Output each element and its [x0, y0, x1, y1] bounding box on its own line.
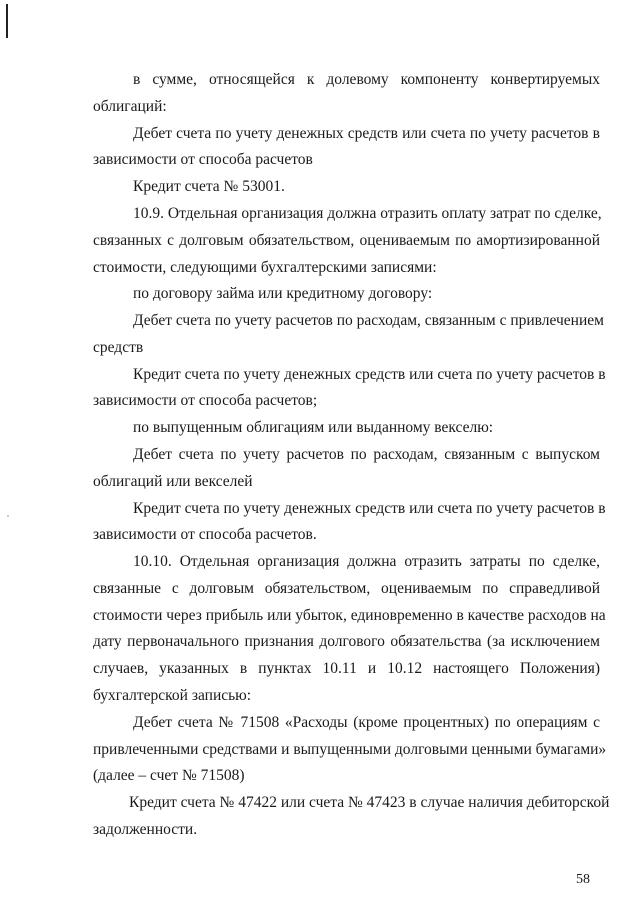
text-line: 10.10. Отдельная организация должна отразить затраты по сделке,	[133, 553, 600, 570]
text-line: задолженности.	[93, 821, 198, 838]
text-line: бухгалтерской записью:	[93, 687, 252, 704]
text-line: средств	[93, 339, 144, 356]
text-line: зависимости от способа расчетов;	[93, 392, 318, 409]
text-line: Дебет счета по учету расчетов по расходам, связанным с привлечением	[133, 312, 604, 329]
text-line: 10.9. Отдельная организация должна отразить оплату затрат по сделке,	[133, 205, 602, 222]
text-line: по выпущенным облигациям или выданному векселю:	[133, 419, 494, 436]
text-line: облигаций или векселей	[93, 473, 253, 490]
text-line: случаев, указанных в пунктах 10.11 и 10.12 настоящего Положения)	[93, 660, 600, 677]
text-line: Кредит счета по учету денежных средств или счета по учету расчетов в	[133, 366, 606, 383]
text-line: связанных с долговым обязательством, оцениваемым по амортизированной	[93, 232, 600, 249]
text-line: по договору займа или кредитному договору:	[133, 285, 433, 302]
text-line: дату первоначального признания долгового обязательства (за исключением	[93, 633, 600, 650]
text-line: связанные с долговым обязательством, оцениваемым по справедливой	[93, 580, 600, 597]
text-line: стоимости, следующими бухгалтерскими записями:	[93, 259, 437, 276]
text-line: (далее – счет № 71508)	[93, 767, 245, 784]
page-number: 58	[576, 872, 590, 887]
text-line: Дебет счета по учету денежных средств или счета по учету расчетов в	[133, 125, 600, 142]
text-line: Кредит счета № 53001.	[133, 178, 285, 195]
text-line: Кредит счета по учету денежных средств или счета по учету расчетов в	[133, 500, 606, 517]
text-line: привлеченными средствами и выпущенными долговыми ценными бумагами»	[93, 741, 607, 758]
text-line: облигаций:	[93, 98, 167, 115]
text-line: Кредит счета № 47422 или счета № 47423 в случае наличия дебиторской	[129, 794, 610, 811]
text-line: в сумме, относящейся к долевому компоненту конвертируемых	[133, 71, 600, 88]
text-line: зависимости от способа расчетов	[93, 151, 313, 168]
text-line: стоимости через прибыль или убыток, единовременно в качестве расходов на	[93, 607, 606, 624]
text-line: Дебет счета № 71508 «Расходы (кроме процентных) по операциям с	[133, 714, 600, 731]
text-line: зависимости от способа расчетов.	[93, 526, 317, 543]
text-line: Дебет счета по учету расчетов по расходам, связанным с выпуском	[133, 446, 600, 463]
